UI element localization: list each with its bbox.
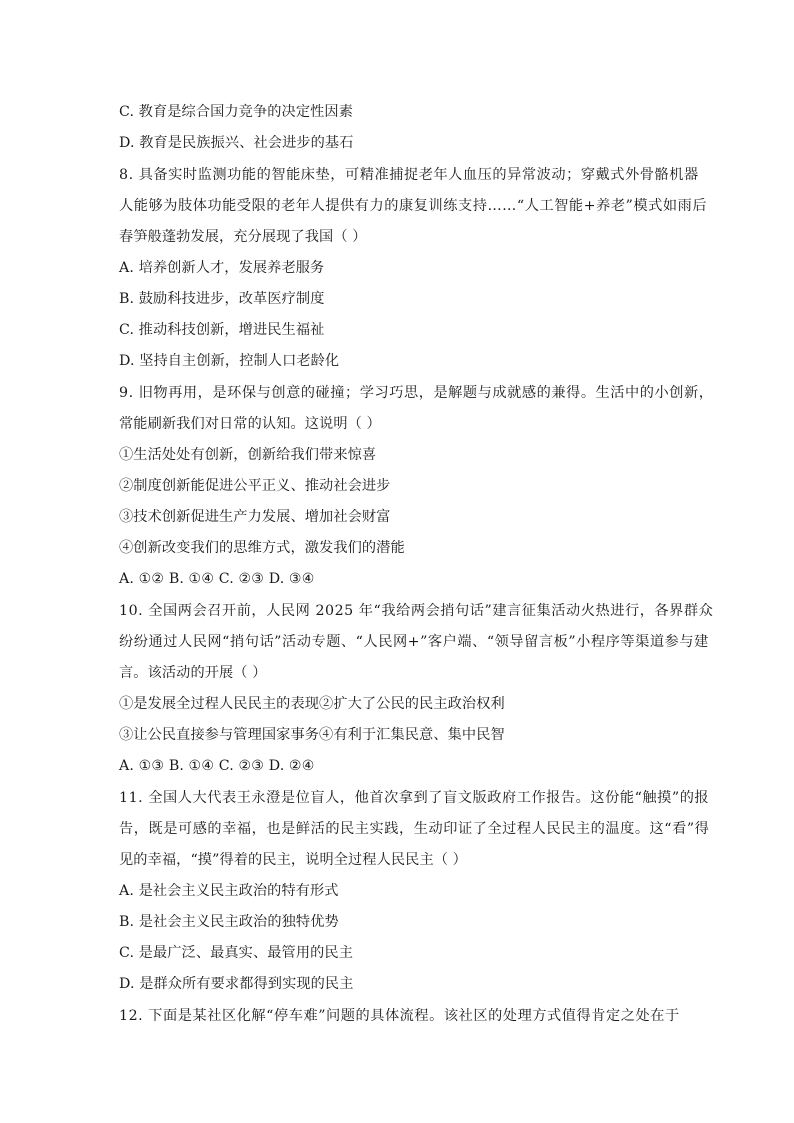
q8-stem-line-1: 8. 具备实时监测功能的智能床垫，可精准捕捉老年人血压的异常波动；穿戴式外骨骼机器 [119,167,699,183]
q11-option-a: A. 是社会主义民主政治的特有形式 [119,883,339,899]
q11-stem-line-1: 11. 全国人大代表王永澄是位盲人，他首次拿到了盲文版政府工作报告。这份能“触摸”的报 [119,790,710,806]
q10-statements-3-4: ③让公民直接参与管理国家事务④有利于汇集民意、集中民智 [119,727,505,743]
q9-statement-3: ③技术创新促进生产力发展、增加社会财富 [119,509,391,525]
q10-stem-line-1: 10. 全国两会召开前，人民网 2025 年“我给两会捎句话”建言征集活动火热进行，各界群众 [119,603,714,619]
q7-option-c: C. 教育是综合国力竞争的决定性因素 [119,104,353,120]
q11-option-c: C. 是最广泛、最真实、最管用的民主 [119,945,353,961]
q9-stem-line-2: 常能刷新我们对日常的认知。这说明（ ） [119,416,381,432]
q8-option-c: C. 推动科技创新，增进民生福祉 [119,322,325,338]
q11-option-b: B. 是社会主义民主政治的独特优势 [119,914,339,930]
q9-stem-line-1: 9. 旧物再用，是环保与创意的碰撞；学习巧思，是解题与成就感的兼得。生活中的小创新， [119,385,714,401]
q9-choices: A. ①② B. ①④ C. ②③ D. ③④ [119,571,315,587]
q8-option-d: D. 坚持自主创新，控制人口老龄化 [119,353,340,369]
q10-stem-line-3: 言。该活动的开展（ ） [119,665,267,681]
q8-option-b: B. 鼓励科技进步，改革医疗制度 [119,291,325,307]
q10-stem-line-2: 纷纷通过人民网“捎句话”活动专题、“人民网+”客户端、“领导留言板”小程序等渠道参与建 [119,634,709,650]
q8-option-a: A. 培养创新人才，发展养老服务 [119,260,325,276]
q10-choices: A. ①③ B. ①④ C. ②③ D. ②④ [119,758,315,774]
q11-stem-line-2: 告，既是可感的幸福，也是鲜活的民主实践，生动印证了全过程人民民主的温度。这“看”得 [119,821,710,837]
q12-stem-line-1: 12. 下面是某社区化解“停车难”问题的具体流程。该社区的处理方式值得肯定之处在于 [119,1008,680,1024]
q8-stem-line-2: 人能够为肢体功能受限的老年人提供有力的康复训练支持……“人工智能+养老”模式如雨后 [119,198,708,214]
q9-statement-2: ②制度创新能促进公平正义、推动社会进步 [119,478,391,494]
q11-option-d: D. 是群众所有要求都得到实现的民主 [119,976,354,992]
q9-statement-4: ④创新改变我们的思维方式，激发我们的潜能 [119,540,405,556]
q8-stem-line-3: 春笋般蓬勃发展，充分展现了我国（ ） [119,229,367,245]
q9-statement-1: ①生活处处有创新，创新给我们带来惊喜 [119,447,377,463]
q7-option-d: D. 教育是民族振兴、社会进步的基石 [119,135,354,151]
q10-statements-1-2: ①是发展全过程人民民主的表现②扩大了公民的民主政治权利 [119,696,505,712]
q11-stem-line-3: 见的幸福，“摸”得着的民主，说明全过程人民民主（ ） [119,852,467,868]
